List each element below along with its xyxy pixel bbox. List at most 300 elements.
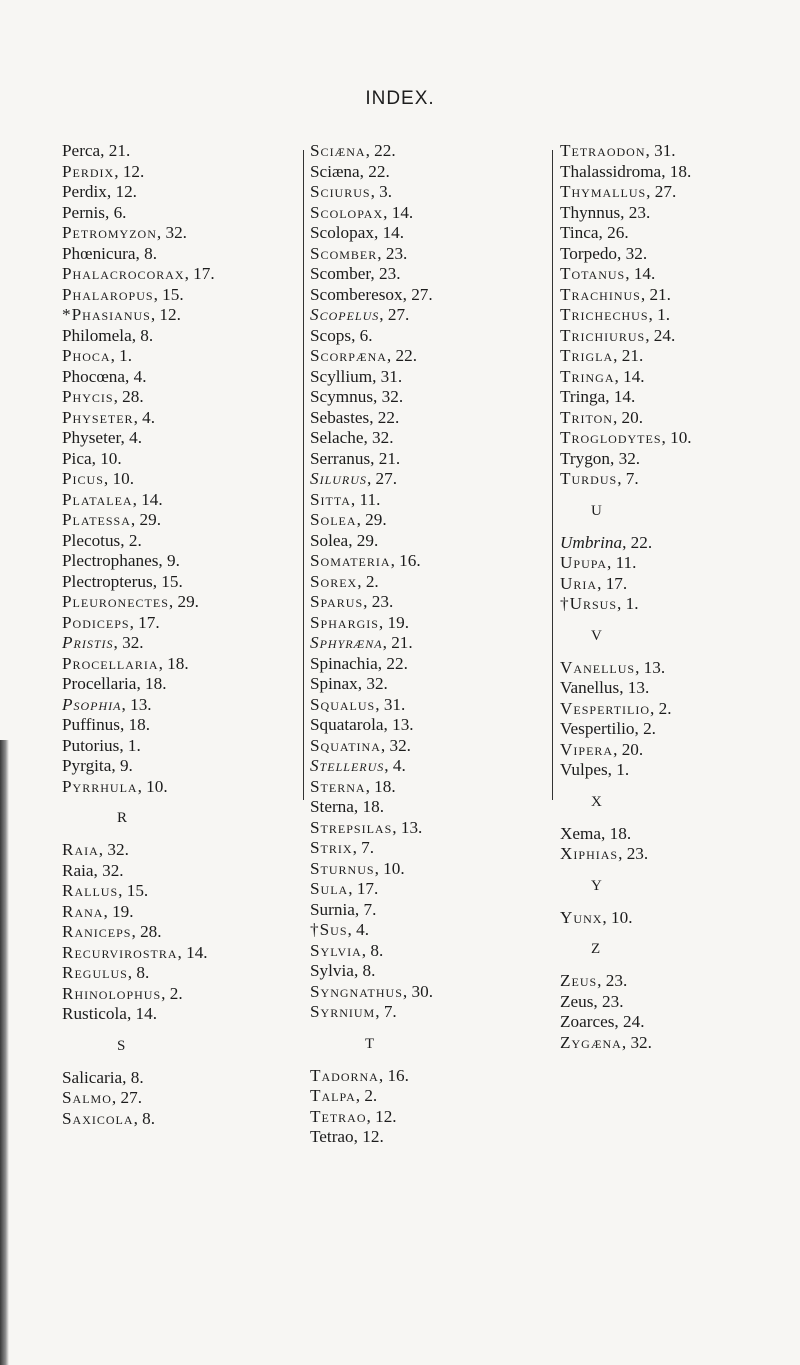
entry-page-ref: , 7. — [375, 1002, 397, 1021]
index-entry — [62, 141, 312, 162]
entry-page-ref: , 14. — [383, 202, 414, 222]
entry-page-ref: , 9. — [111, 756, 133, 775]
section-letter: Z — [591, 941, 601, 957]
entry-page-ref: , 22. — [377, 653, 408, 673]
entry-page-ref: , 18. — [353, 797, 384, 816]
entry-page-ref: , 8. — [133, 1108, 156, 1128]
entry-name: Zygæna — [560, 1032, 622, 1052]
entry-name: Triton — [560, 407, 613, 427]
entry-page-ref: , 2. — [650, 698, 672, 718]
page-edge-shadow — [0, 740, 9, 1365]
entry-page-ref: , 27. — [379, 305, 410, 324]
entry-name: Phalacrocorax — [62, 264, 185, 283]
entry-name: Petromyzon — [62, 223, 157, 242]
index-entry — [310, 141, 560, 162]
entry-name: Putorius — [62, 735, 120, 755]
index-entry — [62, 756, 312, 777]
index-entry — [560, 908, 800, 929]
index-entry — [62, 264, 312, 285]
entry-page-ref: , 9. — [158, 551, 180, 570]
entry-page-ref: , 17. — [348, 879, 379, 898]
entry-page-ref: , 13. — [383, 715, 414, 734]
index-entry — [560, 264, 800, 285]
entry-page-ref: , 13. — [392, 817, 423, 837]
entry-name: Psophia — [62, 694, 122, 714]
index-entry — [560, 449, 800, 470]
entry-name: Rusticola — [62, 1004, 127, 1023]
entry-page-ref: , 1. — [617, 594, 639, 613]
entry-name: Philomela — [62, 325, 132, 345]
entry-name: Rhinolophus — [62, 983, 162, 1003]
entry-name: Trigla — [560, 346, 614, 365]
index-entry — [310, 1086, 560, 1107]
index-entry — [62, 469, 312, 490]
index-entry — [310, 223, 560, 244]
index-entry — [62, 182, 312, 203]
entry-name: Spinachia — [310, 653, 378, 673]
section-letter: R — [117, 810, 128, 826]
index-entry — [310, 818, 560, 839]
entry-page-ref: , 29. — [348, 530, 379, 550]
entry-name: Solea — [310, 510, 357, 529]
index-entry — [62, 1004, 312, 1025]
index-entry — [62, 367, 312, 388]
entry-name: Xema — [560, 823, 602, 843]
entry-page-ref: , 17. — [129, 612, 160, 632]
index-entry — [62, 305, 312, 326]
entry-name: Torpedo — [560, 243, 618, 263]
entry-page-ref: , 4. — [125, 366, 147, 386]
entry-name: Sterna — [310, 776, 366, 796]
entry-page-ref: , 1. — [119, 735, 141, 755]
entry-name: Vanellus — [560, 657, 636, 677]
entry-page-ref: , 18. — [119, 715, 151, 734]
index-entry — [310, 633, 560, 654]
index-entry — [560, 346, 800, 367]
index-entry — [310, 982, 560, 1003]
entry-name: Sitta — [310, 489, 351, 509]
entry-name: Surnia — [310, 899, 355, 919]
entry-name: Squatarola — [310, 715, 384, 734]
entry-page-ref: , 8. — [135, 243, 157, 263]
index-entry — [560, 658, 800, 679]
entry-page-ref: , 32. — [156, 223, 187, 242]
entry-page-ref: , 13. — [121, 694, 152, 714]
entry-page-ref: , 14. — [605, 387, 636, 406]
entry-page-ref: , 23. — [377, 243, 408, 263]
entry-page-ref: , 29. — [356, 510, 387, 529]
entry-page-ref: , 6. — [351, 325, 373, 345]
entry-page-ref: , 14. — [177, 942, 208, 962]
entry-page-ref: , 12. — [366, 1106, 397, 1126]
entry-name: Plectrophanes — [62, 551, 159, 570]
entry-page-ref: , 18. — [158, 653, 189, 673]
index-entry — [310, 1107, 560, 1128]
entry-name: Perdix — [62, 161, 115, 181]
index-entry — [310, 326, 560, 347]
entry-name: Sciæna — [310, 161, 360, 181]
entry-page-ref: , 16. — [378, 1065, 409, 1085]
index-entry — [62, 674, 312, 695]
index-entry — [62, 551, 312, 572]
entry-name: Vulpes — [560, 760, 608, 779]
index-entry — [310, 961, 560, 982]
entry-name: Recurvirostra — [62, 942, 178, 962]
index-entry — [62, 777, 312, 798]
entry-page-ref: , 21. — [640, 284, 671, 304]
entry-name: Tinca — [560, 223, 599, 242]
page-title: INDEX. — [365, 88, 435, 109]
entry-name: Scolopax — [310, 202, 384, 222]
entry-name: Pica — [62, 448, 92, 468]
entry-page-ref: , 32. — [357, 674, 388, 693]
index-entry — [62, 162, 312, 183]
entry-page-ref: , 8. — [353, 961, 376, 980]
index-entry — [560, 305, 800, 326]
index-entry — [62, 984, 312, 1005]
index-entry — [62, 736, 312, 757]
entry-name: Trichechus — [560, 305, 649, 324]
entry-name: Syrnium — [310, 1002, 376, 1021]
index-entry — [560, 844, 800, 865]
index-entry — [310, 572, 560, 593]
entry-page-ref: , 4. — [347, 920, 369, 939]
entry-page-ref: , 15. — [118, 881, 149, 900]
entry-page-ref: , 32. — [113, 633, 144, 652]
entry-name: Regulus — [62, 963, 128, 982]
entry-page-ref: , 18. — [136, 674, 167, 693]
entry-page-ref: , 31. — [372, 366, 403, 386]
entry-page-ref: , 18. — [601, 823, 632, 843]
entry-page-ref: , 21. — [370, 448, 401, 468]
entry-name: Serranus — [310, 448, 371, 468]
entry-name: Scomberesox — [310, 284, 403, 304]
entry-name: Silurus — [310, 469, 367, 488]
index-column-3 — [560, 141, 800, 1053]
index-entry — [560, 141, 800, 162]
index-entry — [560, 740, 800, 761]
entry-name: Scyllium — [310, 366, 373, 386]
entry-name: *Phasianus — [62, 305, 151, 324]
entry-page-ref: , 2. — [120, 530, 142, 550]
index-entry — [560, 223, 800, 244]
section-letter: U — [591, 502, 602, 519]
index-entry — [310, 715, 560, 736]
index-entry — [310, 346, 560, 367]
index-entry — [310, 674, 560, 695]
entry-name: Strix — [310, 838, 353, 857]
entry-page-ref: , 6. — [104, 202, 127, 222]
index-entry — [560, 469, 800, 490]
entry-name: Scopelus — [310, 305, 380, 324]
index-entry — [560, 760, 800, 781]
entry-page-ref: , 19. — [378, 612, 409, 632]
entry-name: Pyrrhula — [62, 776, 138, 796]
entry-name: Tringa — [560, 366, 615, 386]
entry-page-ref: , 14. — [373, 223, 405, 242]
entry-name: Salmo — [62, 1088, 112, 1107]
index-entry — [310, 264, 560, 285]
entry-page-ref: , 10. — [91, 448, 122, 468]
index-entry — [560, 971, 800, 992]
entry-page-ref: , 32. — [373, 387, 404, 406]
index-entry — [560, 574, 800, 595]
entry-page-ref: , 23. — [593, 991, 624, 1011]
entry-name: Solea — [310, 530, 349, 550]
entry-name: Thynnus — [560, 202, 621, 222]
index-entry — [62, 840, 312, 861]
entry-page-ref: , 10. — [374, 858, 405, 878]
entry-page-ref: , 21. — [100, 141, 131, 160]
entry-name: Sphyræna — [310, 633, 383, 652]
entry-name: Raia — [62, 860, 94, 880]
index-entry — [560, 678, 800, 699]
entry-name: †Ursus — [560, 594, 618, 613]
entry-name: Umbrina — [560, 532, 623, 552]
index-entry — [560, 182, 800, 203]
index-entry — [560, 326, 800, 347]
entry-page-ref: , 24. — [614, 1012, 645, 1031]
entry-page-ref: , 23. — [620, 202, 651, 222]
entry-page-ref: , 21. — [382, 633, 413, 652]
entry-page-ref: , 23. — [363, 592, 394, 611]
entry-page-ref: , 27. — [646, 182, 677, 201]
index-entry — [62, 633, 312, 654]
index-entry — [62, 861, 312, 882]
entry-name: Sula — [310, 879, 349, 898]
entry-page-ref: , 31. — [375, 694, 406, 714]
section-letter: T — [365, 1035, 375, 1052]
entry-page-ref: , 10. — [602, 907, 633, 927]
entry-name: Sorex — [310, 571, 358, 591]
entry-page-ref: , 22. — [365, 141, 396, 160]
index-entry — [62, 695, 312, 716]
index-entry — [62, 408, 312, 429]
entry-name: Totanus — [560, 264, 626, 283]
entry-name: Phycis — [62, 387, 114, 406]
entry-name: Phœnicura — [62, 243, 136, 263]
entry-name: Strepsilas — [310, 817, 393, 837]
entry-name: Phalaropus — [62, 284, 154, 304]
entry-name: Platessa — [62, 510, 131, 529]
index-entry — [310, 592, 560, 613]
index-entry — [62, 387, 312, 408]
index-entry — [62, 449, 312, 470]
entry-page-ref: , 28. — [131, 922, 162, 941]
entry-page-ref: , 13. — [619, 678, 650, 697]
index-entry — [560, 824, 800, 845]
entry-page-ref: , 15. — [153, 284, 184, 304]
entry-name: Upupa — [560, 553, 607, 572]
index-column-2 — [310, 141, 560, 1148]
index-entry — [310, 756, 560, 777]
entry-page-ref: , 14. — [614, 366, 645, 386]
entry-name: Vespertilio — [560, 719, 635, 738]
section-letter: V — [591, 627, 602, 644]
entry-name: Spinax — [310, 674, 358, 693]
index-entry — [310, 285, 560, 306]
index-entry — [62, 715, 312, 736]
entry-name: Plecotus — [62, 530, 121, 550]
entry-page-ref: , 10. — [137, 776, 168, 796]
entry-name: Scomber — [310, 243, 378, 263]
index-entry — [310, 490, 560, 511]
entry-page-ref: , 20. — [612, 407, 644, 427]
entry-name: Zoarces — [560, 1012, 615, 1031]
entry-name: Sciæna — [310, 141, 366, 160]
entry-name: Salicaria — [62, 1067, 123, 1087]
entry-name: Vipera — [560, 739, 614, 759]
entry-page-ref: , 12. — [150, 305, 181, 324]
section-letter: X — [591, 793, 602, 810]
entry-name: Sterna — [310, 797, 354, 816]
index-entry — [560, 408, 800, 429]
entry-page-ref: , 32. — [363, 428, 394, 447]
entry-name: Talpa — [310, 1086, 356, 1105]
entry-name: Puffinus — [62, 715, 120, 734]
index-entry — [560, 428, 800, 449]
entry-page-ref: , 27. — [111, 1088, 142, 1107]
entry-name: Tetrao — [310, 1127, 354, 1146]
entry-page-ref: , 32. — [98, 840, 129, 859]
index-entry — [310, 551, 560, 572]
entry-page-ref: , 22. — [386, 346, 417, 365]
entry-page-ref: , 22. — [622, 532, 653, 552]
entry-name: Vespertilio — [560, 698, 651, 718]
entry-name: Rana — [62, 901, 104, 921]
entry-name: Somateria — [310, 551, 391, 570]
entry-page-ref: , 4. — [133, 407, 156, 427]
index-entry — [310, 838, 560, 859]
index-entry — [310, 941, 560, 962]
entry-name: Raniceps — [62, 922, 132, 941]
index-entry — [62, 943, 312, 964]
index-entry — [560, 553, 800, 574]
index-entry — [560, 594, 800, 615]
entry-name: Scorpæna — [310, 346, 387, 365]
index-column-1 — [62, 141, 312, 1129]
index-entry — [62, 654, 312, 675]
entry-name: Podiceps — [62, 612, 130, 632]
entry-name: Sylvia — [310, 961, 354, 980]
entry-name: Xiphias — [560, 844, 619, 863]
entry-page-ref: , 27. — [366, 469, 398, 488]
index-entry — [310, 777, 560, 798]
index-entry — [310, 797, 560, 818]
entry-page-ref: , 16. — [390, 551, 421, 570]
entry-page-ref: , 26. — [598, 223, 629, 242]
entry-page-ref: , 14. — [132, 489, 163, 509]
index-entry — [62, 203, 312, 224]
entry-name: Syngnathus — [310, 981, 403, 1001]
index-entry — [62, 244, 312, 265]
index-entry — [560, 699, 800, 720]
entry-page-ref: , 15. — [152, 571, 183, 591]
index-entry — [560, 1012, 800, 1033]
entry-page-ref: , 7. — [352, 838, 375, 857]
entry-name: Zeus — [560, 971, 598, 990]
entry-name: Troglodytes — [560, 428, 662, 447]
entry-name: Vanellus — [560, 678, 620, 697]
entry-name: Procellaria — [62, 653, 159, 673]
entry-page-ref: , 2. — [161, 983, 183, 1003]
index-entry — [310, 244, 560, 265]
entry-name: Sturnus — [310, 858, 375, 878]
entry-name: Sphargis — [310, 612, 379, 632]
index-entry — [62, 490, 312, 511]
entry-name: Selache — [310, 428, 364, 447]
entry-page-ref: , 2. — [355, 1086, 378, 1105]
index-entry — [62, 881, 312, 902]
entry-name: Uria — [560, 573, 598, 593]
entry-page-ref: , 14. — [126, 1004, 158, 1023]
entry-name: Turdus — [560, 469, 618, 488]
entry-page-ref: , 28. — [113, 387, 144, 406]
index-entry — [62, 428, 312, 449]
index-entry — [310, 162, 560, 183]
entry-name: Scolopax — [310, 223, 374, 242]
entry-page-ref: , 7. — [354, 899, 377, 919]
entry-page-ref: , 1. — [607, 760, 630, 779]
index-entry — [62, 1088, 312, 1109]
entry-page-ref: , 23. — [618, 844, 649, 863]
index-entry — [310, 1066, 560, 1087]
entry-name: Picus — [62, 469, 104, 488]
entry-name: Sciurus — [310, 182, 371, 201]
entry-name: Trygon — [560, 448, 610, 468]
index-entry — [560, 285, 800, 306]
index-entry — [560, 367, 800, 388]
entry-page-ref: , 10. — [661, 428, 692, 447]
entry-name: Stellerus — [310, 756, 385, 775]
entry-page-ref: , 30. — [402, 981, 433, 1001]
entry-page-ref: , 12. — [353, 1127, 384, 1146]
entry-name: Tetrao — [310, 1106, 367, 1126]
entry-name: Sparus — [310, 592, 364, 611]
entry-page-ref: , 22. — [359, 161, 390, 181]
entry-name: †Sus — [310, 920, 348, 939]
entry-name: Scops — [310, 325, 352, 345]
index-entry — [310, 1002, 560, 1023]
section-letter: Y — [591, 877, 602, 894]
entry-page-ref: , 13. — [635, 657, 666, 677]
entry-page-ref: , 17. — [597, 573, 628, 593]
index-entry — [310, 408, 560, 429]
entry-page-ref: , 17. — [184, 264, 215, 283]
entry-page-ref: , 32. — [380, 735, 411, 755]
entry-page-ref: , 7. — [617, 469, 639, 488]
index-entry — [310, 449, 560, 470]
entry-page-ref: , 23. — [370, 264, 401, 283]
entry-page-ref: , 23. — [597, 971, 628, 990]
entry-page-ref: , 22. — [369, 407, 400, 427]
index-entry — [310, 654, 560, 675]
entry-name: Rallus — [62, 881, 119, 900]
index-entry — [560, 719, 800, 740]
entry-name: Tadorna — [310, 1065, 379, 1085]
index-entry — [310, 428, 560, 449]
entry-name: Plectropterus — [62, 571, 153, 591]
index-entry — [310, 900, 560, 921]
entry-page-ref: , 27. — [402, 284, 433, 304]
entry-name: Thalassidroma — [560, 161, 662, 181]
index-entry — [310, 367, 560, 388]
index-entry — [310, 182, 560, 203]
entry-page-ref: , 18. — [661, 161, 692, 181]
entry-name: Pernis — [62, 202, 105, 222]
index-entry — [62, 902, 312, 923]
index-entry — [62, 1068, 312, 1089]
